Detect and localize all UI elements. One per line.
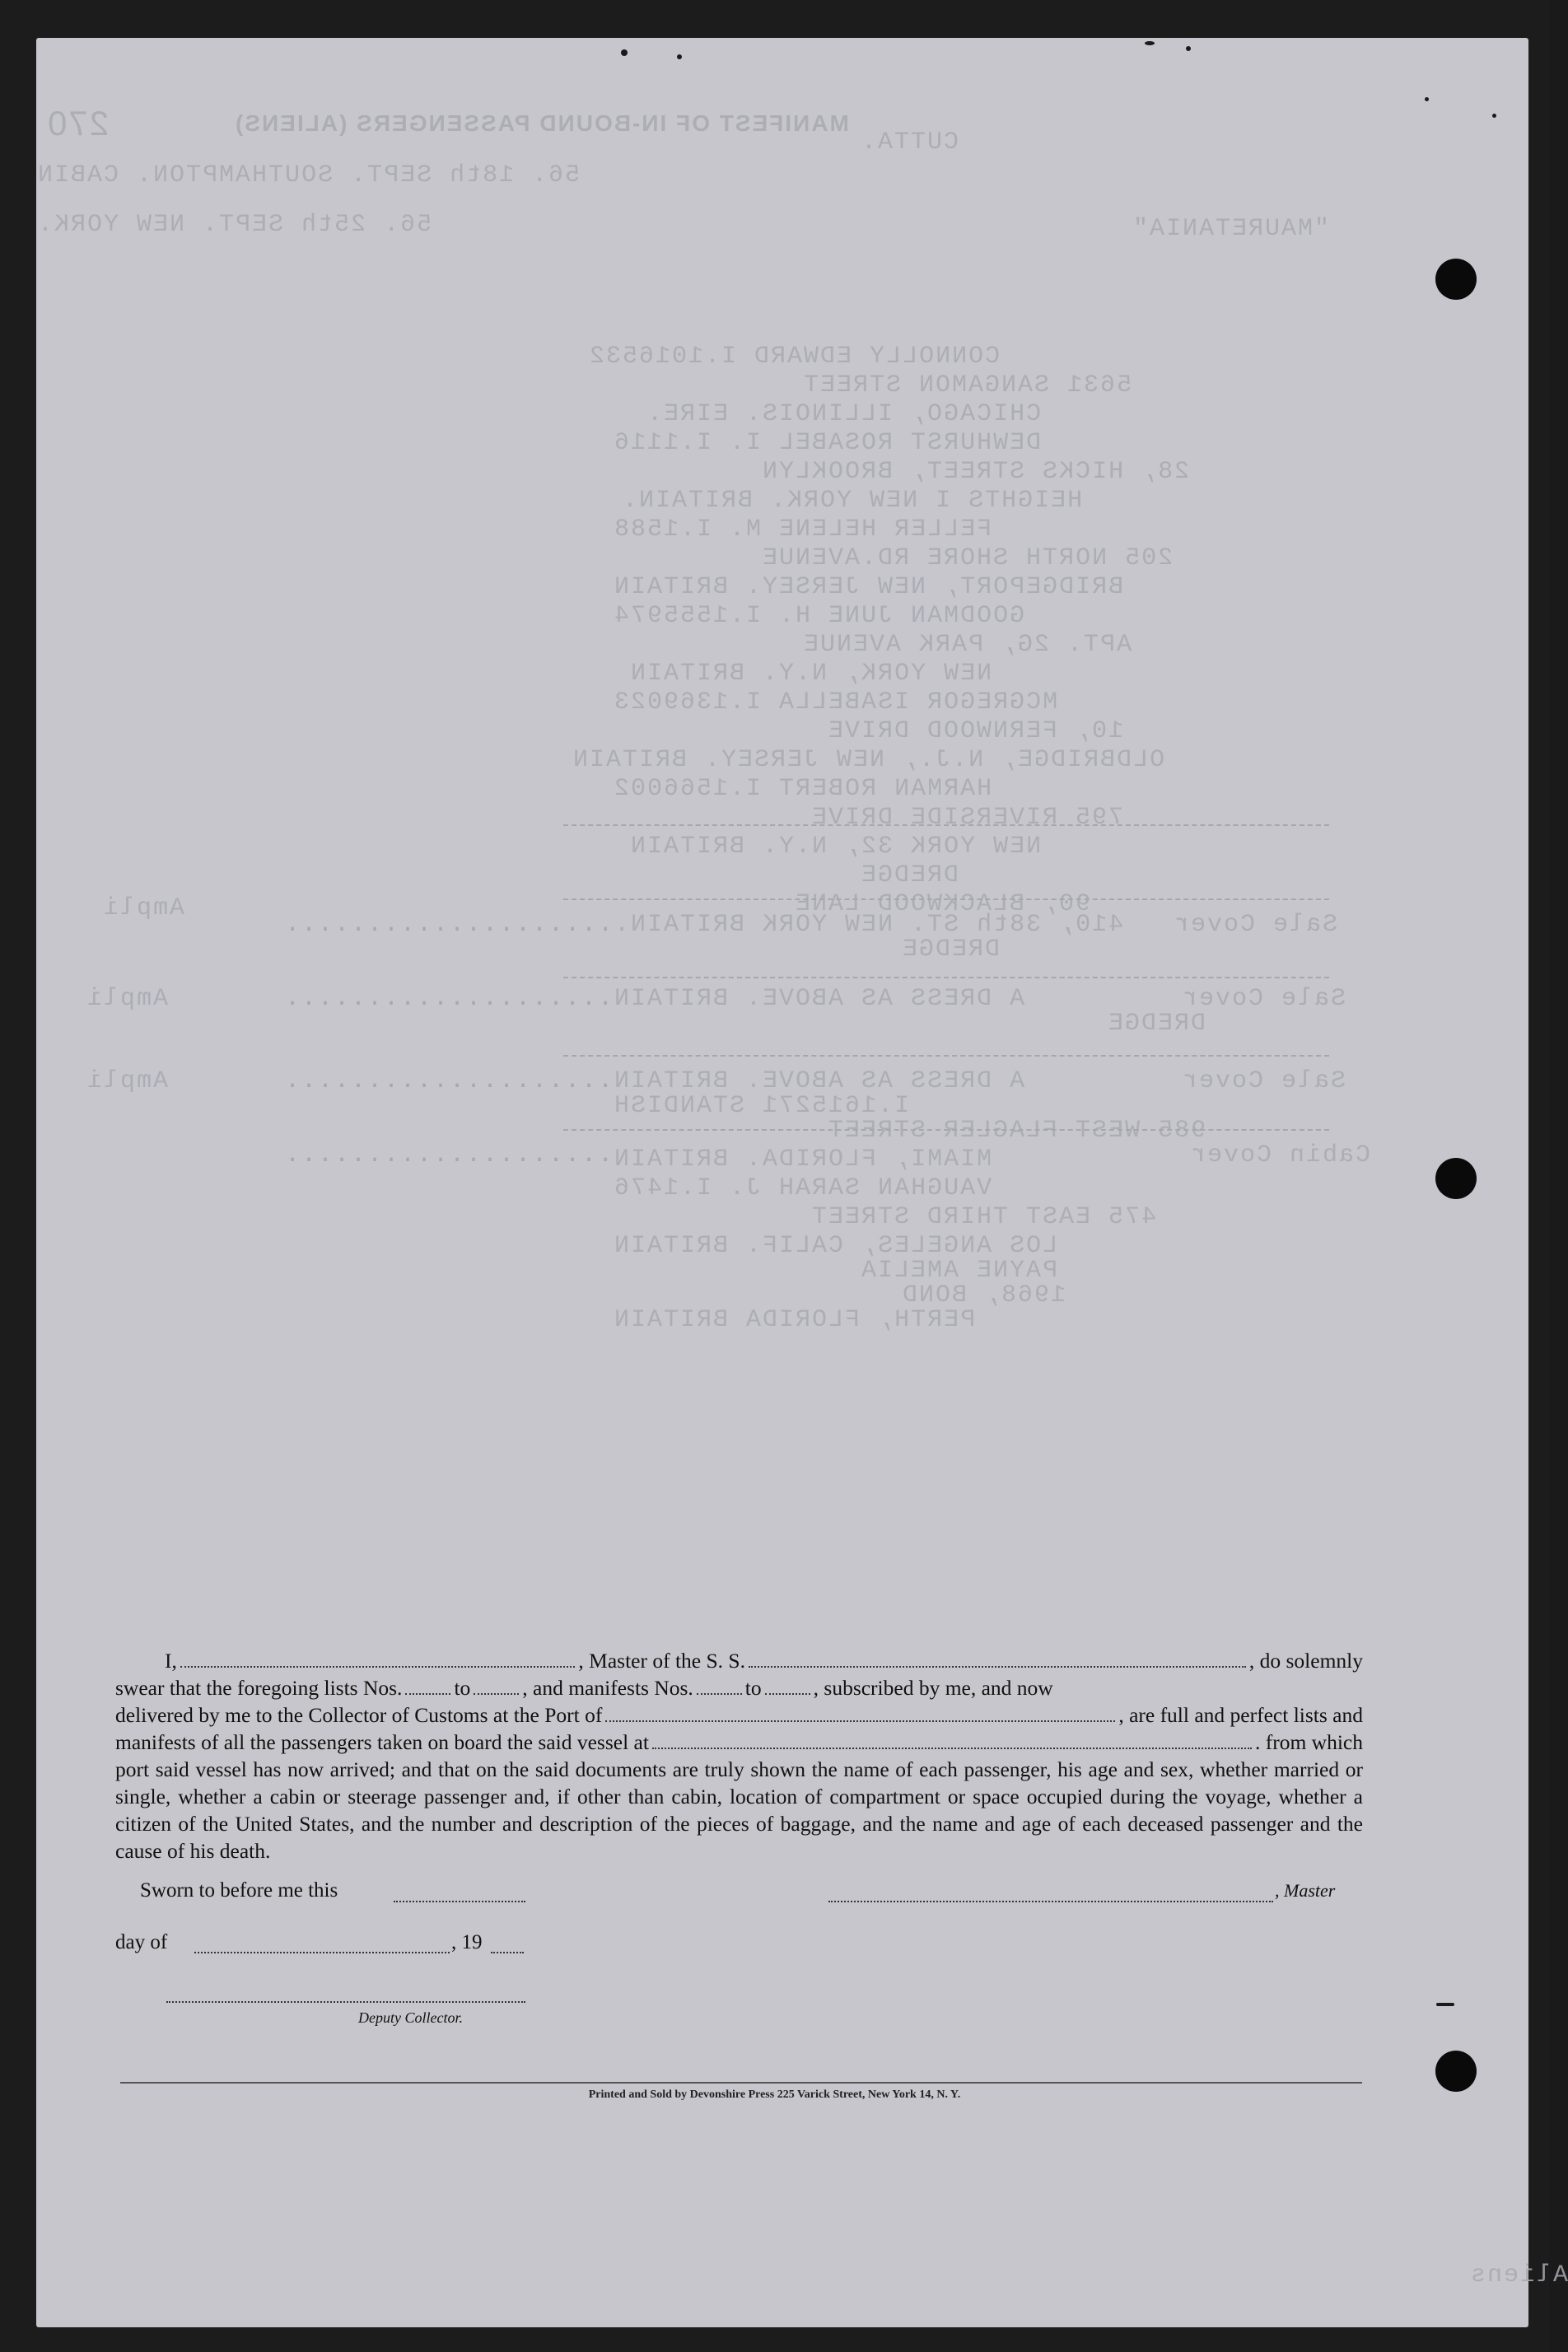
sworn-label: Sworn to before me this — [140, 1879, 338, 1902]
deputy-signature-field[interactable] — [166, 2000, 525, 2003]
bleed-through-line: APT. 2G, PARK AVENUE — [802, 631, 1132, 659]
bleed-through-line: A DRESS AS ABOVE. BRITAIN — [613, 1067, 1025, 1095]
master-label — [1275, 1879, 1335, 1902]
speck-mark — [1425, 97, 1429, 101]
oath-text: , do solemnly — [1248, 1649, 1363, 1673]
manifest-to-field[interactable] — [765, 1677, 810, 1695]
bleed-through-line: NEW YORK, N.Y. BRITAIN — [629, 660, 992, 688]
bleed-through-line: FELLER HELENE M. I.1588 — [613, 516, 992, 544]
bleed-through-line: 56. 25th SEPT. NEW YORK. — [36, 211, 432, 239]
bleed-through-number: 270 — [46, 104, 110, 142]
bleed-through-line: 28, HICKS STREET, BROOKLYN — [761, 458, 1190, 486]
bleed-through-line: 985 WEST FLAGLER STREET — [827, 1117, 1206, 1145]
day-of-field[interactable] — [194, 1950, 450, 1953]
bleed-through-rule — [563, 1129, 1329, 1131]
oath-text: swear that the foregoing lists Nos. — [115, 1676, 403, 1700]
oath-text: to — [744, 1676, 762, 1700]
bleed-through-line: DEWHURST ROSABEL I. I.1116 — [613, 429, 1042, 457]
bleed-through-rule — [563, 824, 1329, 826]
speck-mark — [1145, 41, 1155, 45]
speck-mark — [1436, 2003, 1454, 2006]
bleed-through-line: CHICAGO, ILLINOIS. EIRE. — [646, 400, 1042, 428]
bleed-through-line: 475 EAST THIRD STREET — [810, 1203, 1157, 1231]
oath-line-2 — [115, 1674, 1363, 1701]
bleed-through-line: BRIDGEPORT, NEW JERSEY. BRITAIN — [613, 573, 1124, 601]
punch-hole — [1435, 1158, 1477, 1199]
oath-paragraph — [115, 1647, 1363, 1864]
master-name-field[interactable] — [180, 1650, 576, 1668]
bleed-through-rule — [563, 1055, 1329, 1057]
document-page — [36, 38, 1568, 2327]
bleed-through-line: CONNOLLY EDWARD I.1016532 — [588, 343, 1001, 371]
bleed-through-line: 1968, BOND — [901, 1281, 1066, 1309]
bleed-through-line: Aliens — [1469, 2261, 1568, 2289]
bleed-through-line: DREDGE — [860, 861, 959, 889]
bleed-through-line: Ampli — [102, 894, 185, 922]
port-field[interactable] — [605, 1704, 1115, 1722]
bleed-through-line: .................... — [283, 985, 614, 1013]
oath-text: I, — [165, 1649, 177, 1673]
bleed-through-line: GOODMAN JUNE H. I.1555974 — [613, 602, 1025, 630]
list-to-field[interactable] — [474, 1677, 519, 1695]
bleed-through-line: 5631 SANGAMON STREET — [802, 371, 1132, 399]
bleed-through-line: Ampli — [86, 985, 169, 1013]
sworn-date-field[interactable] — [394, 1899, 525, 1902]
bleed-through-line: Sale Cover — [1181, 1067, 1346, 1095]
oath-text: manifests of all the passengers taken on board the said vessel at — [115, 1730, 649, 1754]
bleed-through-line: Cabin Cover — [1189, 1141, 1371, 1169]
bleed-through-line: PERTH, FLORIDA BRITAIN — [613, 1306, 976, 1334]
year-field[interactable] — [491, 1950, 524, 1953]
oath-line-4 — [115, 1729, 1363, 1756]
bleed-through-line: CUTTA. — [860, 128, 959, 156]
bleed-through-line: LOS ANGELES, CALIF. BRITAIN — [613, 1232, 1058, 1260]
bleed-through-line: 56. 18th SEPT. SOUTHAMPTON. CABIN — [36, 161, 581, 189]
bleed-through-line: 90, BLACKWOOD LANE — [794, 890, 1091, 918]
footer-rule — [120, 2082, 1362, 2084]
speck-mark — [677, 54, 682, 59]
day-of-label: day of — [115, 1931, 168, 1953]
speck-mark — [1492, 114, 1496, 118]
bleed-through-line: .................... — [283, 1067, 614, 1095]
bleed-through-line: VAUGHAN SARAH J. I.1476 — [613, 1174, 992, 1202]
oath-body: port said vessel has now arrived; and that on the said documents are truly shown the name of each passenger, his age and sex, whether married or single, whether a cabin or steerage passenger and, if other than cabin, location of compartment or space occupied during the voyage, whether a citizen of the United States, and the number and description of the pieces of baggage, and the name and age of each deceased passenger and the cause of his death. — [115, 1757, 1363, 1863]
bleed-through-line: HEIGHTS I NEW YORK. BRITAIN. — [621, 487, 1083, 515]
bleed-through-rule — [563, 898, 1329, 900]
bleed-through-line: 410, 38th ST. NEW YORK BRITAIN. — [613, 911, 1124, 939]
bleed-through-line: 10, FERNWOOD DRIVE — [827, 717, 1124, 745]
printer-imprint: Printed and Sold by Devonshire Press 225 Varick Street, New York 14, N. Y. — [588, 2088, 961, 2101]
bleed-through-rule — [563, 977, 1329, 978]
punch-hole — [1435, 259, 1477, 300]
oath-text: , subscribed by me, and now — [813, 1676, 1053, 1700]
bleed-through-line: DREDGE — [1107, 1010, 1206, 1038]
punch-hole — [1435, 2051, 1477, 2092]
speck-mark — [621, 49, 628, 56]
bleed-through-line: .................... — [283, 1141, 614, 1169]
bleed-through-line: .................... — [283, 911, 614, 939]
bleed-through-line: DREDGE — [901, 936, 1001, 964]
bleed-through-line: Sale Cover — [1181, 985, 1346, 1013]
oath-text: to — [454, 1676, 471, 1700]
year-label: , 19 — [451, 1931, 483, 1953]
bleed-through-line: NEW YORK 32, N.Y. BRITAIN — [629, 833, 1042, 861]
bleed-through-line: HARMAN ROBERT I.1566002 — [613, 775, 992, 803]
bleed-through-line: OLDBRIDGE, N.J., NEW JERSEY. BRITAIN — [572, 746, 1165, 774]
ship-name-field[interactable] — [749, 1650, 1246, 1668]
bleed-through-line: I.1615271 STANDISH — [613, 1092, 910, 1120]
master-signature-field[interactable] — [828, 1899, 1273, 1902]
manifest-from-field[interactable] — [697, 1677, 742, 1695]
oath-text: , and manifests Nos. — [522, 1676, 693, 1700]
oath-line-3 — [115, 1701, 1363, 1729]
departure-port-field[interactable] — [652, 1731, 1252, 1749]
bleed-through-line: Ampli — [86, 1067, 169, 1095]
oath-text: , Master of the S. S. — [578, 1649, 745, 1673]
oath-text: , are full and perfect lists and — [1118, 1703, 1363, 1727]
bleed-through-line: MIAMI, FLORIDA. BRITAIN — [613, 1146, 992, 1174]
bleed-through-line: A DRESS AS ABOVE. BRITAIN — [613, 985, 1025, 1013]
deputy-collector-label: Deputy Collector. — [358, 2009, 463, 2026]
bleed-through-line: PAYNE AMELIA — [860, 1257, 1058, 1285]
oath-text: delivered by me to the Collector of Customs at the Port of — [115, 1703, 603, 1727]
speck-mark — [1186, 46, 1191, 51]
bleed-through-header: MANIFEST OF IN-BOUND PASSENGERS (ALIENS) — [234, 110, 849, 136]
bleed-through-line: Sale Cover — [1173, 911, 1338, 939]
list-from-field[interactable] — [405, 1677, 450, 1695]
bleed-through-line: "MAURETANIA" — [1132, 215, 1330, 243]
oath-line-1 — [115, 1647, 1363, 1674]
bleed-through-line: 205 NORTH SHORE RD.AVENUE — [761, 544, 1174, 572]
bleed-through-line: MCGREGOR ISABELLA I.1369023 — [613, 688, 1058, 716]
oath-text: . from which — [1254, 1730, 1363, 1754]
master-label-text: , Master — [1275, 1880, 1336, 1901]
bleed-through-line: 795 RIVERSIDE DRIVE — [810, 804, 1124, 832]
